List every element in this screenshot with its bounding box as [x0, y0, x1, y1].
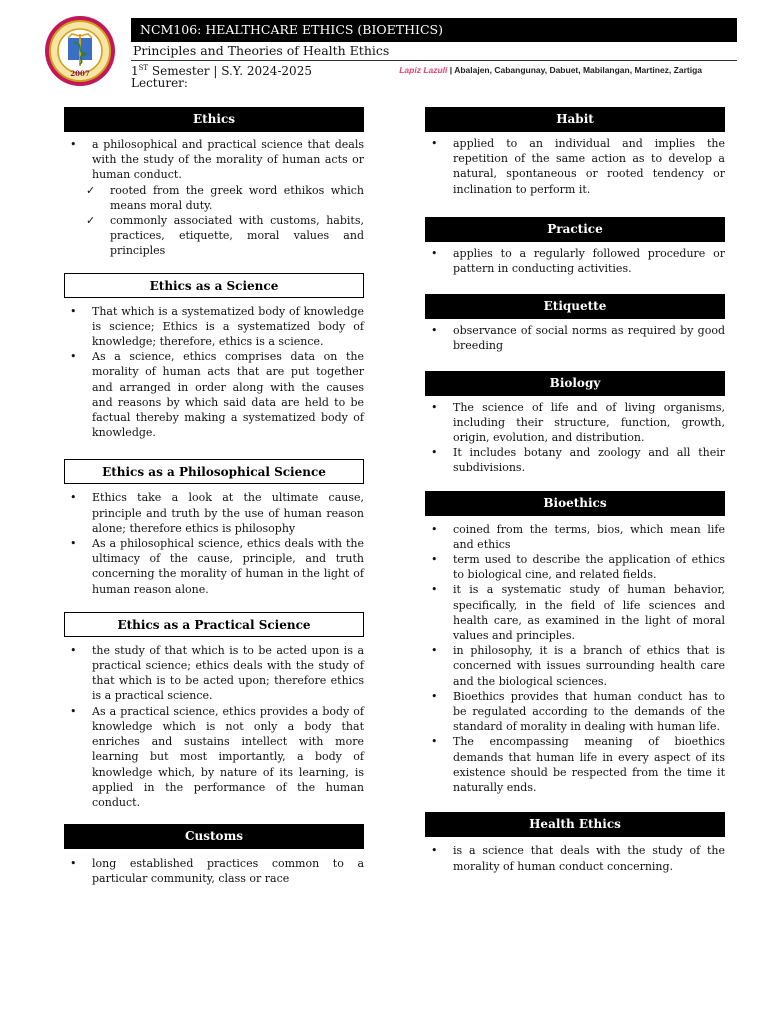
check-item-text: rooted from the greek word ethikos which means moral duty. [110, 183, 364, 212]
list-item: • observance of social norms as required by good breeding [425, 323, 725, 353]
bullet-list [425, 843, 725, 873]
section-heading: Etiquette [425, 294, 725, 319]
course-title: NCM106: HEALTHCARE ETHICS (BIOETHICS) [131, 18, 737, 42]
author-names: | Abalajen, Cabangunay, Dabuet, Mabilangan, Martinez, Zartiga [447, 65, 702, 75]
bullet-list [425, 246, 725, 276]
bullet-list [64, 304, 364, 441]
semester-suffix: ST [138, 64, 149, 72]
bullet-list [64, 490, 364, 596]
bullet-list [425, 136, 725, 197]
list-item: • applied to an individual and implies the repetition of the same action as to develop a natural, spontaneous or rooted tendency or inclination to perform it. [425, 136, 725, 197]
list-item: • Bioethics provides that human conduct has to be regulated according to the demands of the standard of morality in dealing with human life. [425, 689, 725, 735]
section-heading: Ethics as a Philosophical Science [64, 459, 364, 484]
checkmark-icon: ✓ [86, 183, 96, 197]
list-item: • Ethics take a look at the ultimate cause, principle and truth by the use of human reason alone; therefore ethics is philosophy [64, 490, 364, 536]
list-item: • It includes botany and zoology and all their subdivisions. [425, 445, 725, 475]
check-item [64, 183, 364, 213]
list-item: • is a science that deals with the study of the morality of human conduct concerning. [425, 843, 725, 873]
right-column [425, 107, 725, 874]
list-item: • in philosophy, it is a branch of ethics that is concerned with issues surrounding health care and the biological sciences. [425, 643, 725, 689]
list-item: • As a philosophical science, ethics deals with the ultimacy of the cause, principle, and truth concerning the morality of human in the light of human reason alone. [64, 536, 364, 597]
list-item: • That which is a systematized body of knowledge is science; Ethics is a systematized body of knowledge; therefore, ethics is a science. [64, 304, 364, 350]
semester-year: Semester | S.Y. 2024-2025 [148, 64, 312, 78]
section-ethics-as-philosophical-science [64, 459, 364, 596]
list-item: • As a practical science, ethics provides a body of knowledge which is not only a body that enriches and sustains intellect with more learning but most importantly, a body of knowledge which, by nature of its learning, is applied in the performance of the human conduct. [64, 704, 364, 810]
list-item: • it is a systematic study of human behavior, specifically, in the field of life sciences and health care, as examined in the light of moral values and principles. [425, 582, 725, 643]
list-item: • a philosophical and practical science that deals with the study of the morality of human acts or human conduct. [64, 137, 364, 183]
semester-number: 1 [131, 64, 139, 78]
section-habit [425, 107, 725, 197]
page-header [0, 0, 768, 100]
section-heading: Biology [425, 371, 725, 396]
list-item: • The encompassing meaning of bioethics demands that human life in every aspect of its existence should be respected from the time it naturally ends. [425, 734, 725, 795]
section-ethics-as-science [64, 273, 364, 441]
section-heading: Habit [425, 107, 725, 132]
bullet-list [425, 400, 725, 476]
section-heading: Customs [64, 824, 364, 849]
section-ethics-as-practical-science [64, 612, 364, 810]
section-heading: Bioethics [425, 491, 725, 516]
section-biology [425, 371, 725, 476]
left-column [64, 107, 364, 887]
list-item: • term used to describe the application of ethics to biological cine, and related fields. [425, 552, 725, 582]
lecturer-label: Lecturer: [131, 76, 188, 90]
check-item [64, 213, 364, 259]
list-item: • As a science, ethics comprises data on the morality of human acts that are put together and arranged in order along with the causes and reasons by which said data are held to be factual thereby making a systematized body of knowledge. [64, 349, 364, 440]
section-customs [64, 824, 364, 886]
section-heading: Health Ethics [425, 812, 725, 837]
list-item: • coined from the terms, bios, which mean life and ethics [425, 522, 725, 552]
section-heading: Ethics as a Science [64, 273, 364, 298]
group-brand: Lapiz Lazuli [399, 65, 448, 75]
check-list [64, 183, 364, 259]
section-heading: Practice [425, 217, 725, 242]
section-health-ethics [425, 812, 725, 873]
bullet-list [64, 856, 364, 886]
check-item-text: commonly associated with customs, habits, practices, etiquette, moral values and principles [110, 214, 364, 258]
bullet-list [425, 323, 725, 353]
section-heading: Ethics [64, 107, 364, 132]
bullet-list [64, 137, 364, 183]
list-item: • applies to a regularly followed procedure or pattern in conducting activities. [425, 246, 725, 276]
authors-line [399, 64, 702, 76]
section-heading: Ethics as a Practical Science [64, 612, 364, 637]
section-bioethics [425, 491, 725, 796]
checkmark-icon: ✓ [86, 214, 96, 228]
section-ethics [64, 107, 364, 259]
list-item: • the study of that which is to be acted upon is a practical science; ethics deals with the study of that which is to be acted upon; therefore ethics is a practical science. [64, 643, 364, 704]
section-practice [425, 217, 725, 276]
bullet-list [64, 643, 364, 810]
logo-year: 2007 [70, 69, 90, 78]
list-item: • The science of life and of living organisms, including their structure, function, growth, origin, evolution, and distribution. [425, 400, 725, 446]
caduceus-seal-icon [38, 14, 122, 88]
bullet-list [425, 522, 725, 796]
list-item: • long established practices common to a particular community, class or race [64, 856, 364, 886]
document-subtitle: Principles and Theories of Health Ethics [133, 43, 390, 58]
section-etiquette [425, 294, 725, 353]
